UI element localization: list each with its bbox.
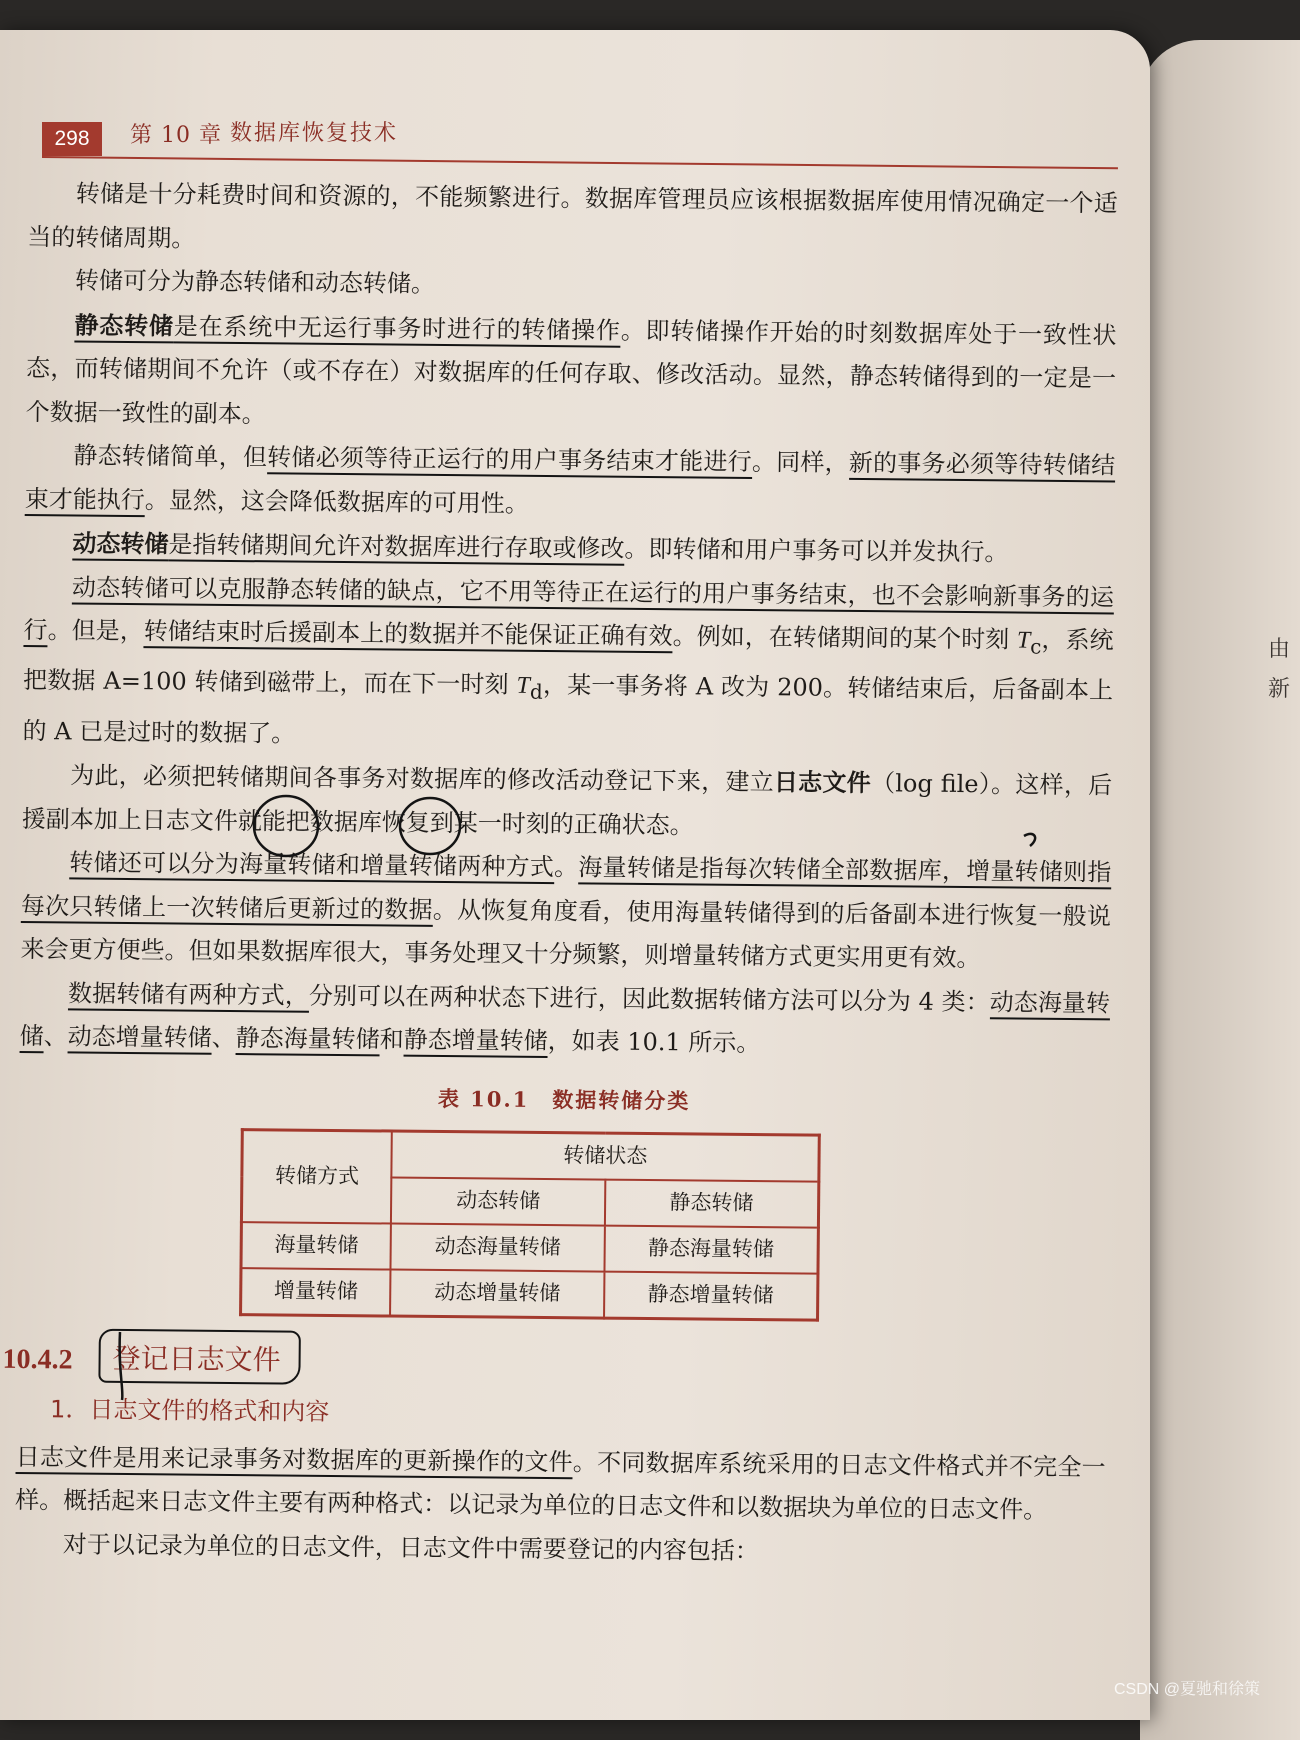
- page-number: 298: [42, 122, 102, 156]
- watermark: CSDN @夏驰和徐策: [1113, 1681, 1260, 1698]
- dump-type-1: 动态海量转储: [20, 988, 1111, 1053]
- dump-type-2: 动态增量转储: [68, 1023, 212, 1055]
- term-static-dump: 静态转储: [74, 310, 174, 343]
- page-header: [40, 100, 1120, 160]
- underlined-definition: 是指转储期间允许对数据库进行存取或修改: [168, 530, 624, 565]
- header-dump-mode: 转储方式: [241, 1130, 392, 1224]
- symbol-td: T: [516, 673, 531, 700]
- underlined-definition: 是在系统中无运行事务时进行的转储操作: [174, 312, 621, 347]
- header-dump-state: 转储状态: [392, 1131, 819, 1182]
- right-page-edge: [1140, 40, 1300, 1740]
- subsection-heading: 1．日志文件的格式和内容: [49, 1395, 330, 1427]
- edge-char-2: 新: [1268, 677, 1291, 702]
- paragraph-4: 静态转储简单，但转储必须等待正运行的用户事务结束才能进行。同样，新的事务必须等待转储结束才能执行。显然，这会降低数据库的可用性。: [24, 441, 1116, 518]
- underlined-definition: 日志文件是用来记录事务对数据库的更新操作的文件: [16, 1443, 574, 1479]
- paragraph-5: 动态转储是指转储期间允许对数据库进行存取或修改。即转储和用户事务可以并发执行。: [72, 528, 1009, 567]
- paragraph-9: 数据转储有两种方式，分别可以在两种状态下进行，因此数据转储方法可以分为 4 类：动态海量转储、动态增量转储、静态海量转储和静态增量转储，如表 10.1 所示。: [19, 979, 1111, 1058]
- underlined-phrase: 转储必须等待正运行的用户事务结束才能进行: [267, 443, 752, 479]
- paragraph-1: 转储是十分耗费时间和资源的，不能频繁进行。数据库管理员应该根据数据库使用情况确定一个适当的转储周期。: [27, 179, 1118, 253]
- table-caption: 表 10.1 数据转储分类: [437, 1085, 691, 1113]
- underlined-phrase: 数据转储有两种方式，: [68, 979, 309, 1012]
- term-log-file: 日志文件: [773, 767, 872, 798]
- paragraph-2: 转储可分为静态转储和动态转储。: [74, 266, 436, 298]
- paragraph-7: 为此，必须把转储期间各事务对数据库的修改活动登记下来，建立日志文件（log file）。这样，后援副本加上日志文件就能把数据库恢复到某一时刻的正确状态。: [21, 761, 1113, 840]
- section-number: 10.4.2: [2, 1343, 73, 1376]
- paragraph-3: 静态转储是在系统中无运行事务时进行的转储操作。即转储操作开始的时刻数据库处于一致性状态，而转储期间不允许（或不存在）对数据库的任何存取、修改活动。显然，静态转储得到的一定是一个数据一致性的副本。: [25, 309, 1117, 428]
- paragraph-8: 转储还可以分为海量转储和增量转储两种方式。海量转储是指每次转储全部数据库，增量转储则指每次只转储上一次转储后更新过的数据。从恢复角度看，使用海量转储得到的后备副本进行恢复一般说来会更方便些。但如果数据库很大，事务处理又十分频繁，则增量转储方式更实用更有效。: [20, 848, 1112, 973]
- header-static: 静态转储: [604, 1180, 818, 1228]
- table-row: 海量转储 动态海量转储 静态海量转储: [241, 1222, 818, 1274]
- chapter-label: 第 10 章: [130, 123, 222, 148]
- table-row: 增量转储 动态增量转储 静态增量转储: [241, 1268, 818, 1320]
- underlined-phrase: 转储还可以分为海量转储和增量转储两种方式: [69, 849, 554, 885]
- section-title: 登记日志文件: [112, 1341, 281, 1377]
- dump-type-3: 静态海量转储: [236, 1024, 380, 1056]
- underlined-phrase: 转储结束时后援副本上的数据并不能保证正确有效: [144, 617, 673, 653]
- dump-classification-table: [239, 1128, 821, 1322]
- paragraph-6: 动态转储可以克服静态转储的缺点，它不用等待正在运行的用户事务结束，也不会影响新事务的运行。但是，转储结束时后援副本上的数据并不能保证正确有效。例如，在转储期间的某个时刻 $T_c$，系统把数据 A=100 转储到磁带上，而在下一时刻 $T_d$，某一事务将 A 改为 200。转储结束后，后备副本上的 A 已是过时的数据了。: [22, 572, 1115, 748]
- underlined-phrase: 海量转储是指每次转储全部数据库，增量转储则指每次只转储上一次转储后更新过的数据: [21, 853, 1112, 926]
- log-paragraph-2: 对于以记录为单位的日志文件，日志文件中需要登记的内容包括：: [62, 1529, 759, 1565]
- symbol-tc: T: [1016, 627, 1031, 654]
- header-dynamic: 动态转储: [391, 1178, 605, 1226]
- dump-type-4: 静态增量转储: [404, 1026, 548, 1058]
- page-body: [2, 172, 1118, 1576]
- underlined-phrase: 动态转储可以克服静态转储的缺点，它不用等待正在运行的用户事务结束，也不会影响新事务的运行: [23, 573, 1114, 647]
- underlined-phrase: 新的事务必须等待转储结束才能执行: [25, 449, 1116, 517]
- section-heading: [2, 1330, 1106, 1396]
- chapter-title: 数据库恢复技术: [230, 121, 399, 146]
- term-dynamic-dump: 动态转储: [72, 528, 168, 561]
- edge-char-1: 由: [1268, 637, 1291, 662]
- log-paragraph-1: 日志文件是用来记录事务对数据库的更新操作的文件。不同数据库系统采用的日志文件格式并不完全一样。概括起来日志文件主要有两种格式：以记录为单位的日志文件和以数据块为单位的日志文件。: [15, 1442, 1106, 1524]
